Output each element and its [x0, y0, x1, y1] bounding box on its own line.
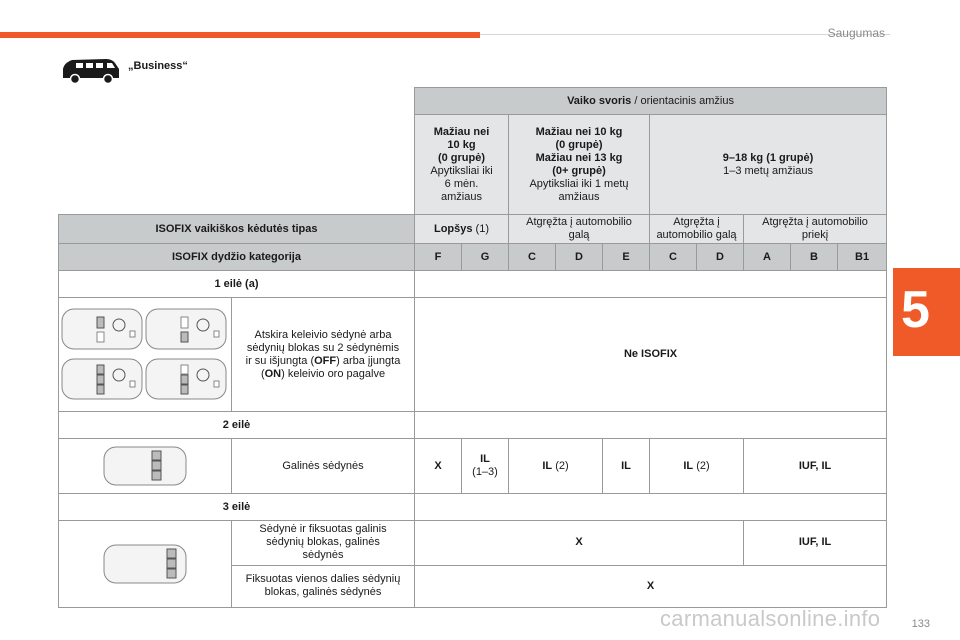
row1-seat-diagram: [59, 298, 232, 412]
size-cell: D: [556, 244, 603, 271]
row2-seat-diagram: [59, 439, 232, 494]
size-category-label: ISOFIX dydžio kategorija: [59, 244, 415, 271]
row2-content-row: [59, 439, 887, 494]
row3-description-2: Fiksuotas vienos dalies sėdynių blokas, galinės sėdynės: [232, 565, 415, 608]
front-seat-diagram-icon: [59, 299, 230, 411]
row3-value-1-forward: IUF, IL: [744, 521, 887, 566]
type-forward-facing: Atgręžta į automobilio priekį: [744, 215, 887, 244]
row1-description: Atskira keleivio sėdynė arba sėdynių blokas su 2 sėdynėmis ir su išjungta (OFF) arba įjungta (ON) keleivio oro pagalve: [232, 298, 415, 412]
third-row-seat-diagram-icon: [59, 521, 230, 607]
watermark: carmanualsonline.info: [660, 606, 881, 631]
van-icon: [60, 55, 122, 85]
row1-title-row: [59, 271, 887, 298]
row3-title-row: [59, 494, 887, 521]
size-cell: G: [462, 244, 509, 271]
weight-header: Vaiko svoris / orientacinis amžius: [415, 88, 887, 115]
row2-title-row: [59, 412, 887, 439]
type-rear-facing-1: Atgręžta į automobilio galą: [650, 215, 744, 244]
size-cell: A: [744, 244, 791, 271]
weight-groups-row: [59, 115, 887, 215]
rear-seat-diagram-icon: [59, 440, 230, 493]
type-rear-facing-0plus: Atgręžta į automobilio galą: [509, 215, 650, 244]
row2-value-e: IL: [603, 439, 650, 494]
row3-seat-diagram: [59, 521, 232, 608]
size-cell: E: [603, 244, 650, 271]
row2-value-cradle: X: [415, 439, 462, 494]
row2-value-group0plus: IL (2): [509, 439, 603, 494]
row3-description-1: Sėdynė ir fiksuotas galinis sėdynių blokas, galinės sėdynės: [232, 521, 415, 566]
size-cell: D: [697, 244, 744, 271]
section-title: Saugumas: [827, 26, 885, 40]
row2-value-g: IL (1–3): [462, 439, 509, 494]
size-category-row: [59, 244, 887, 271]
row2-title: 2 eilė: [59, 412, 415, 439]
chapter-number: 5: [901, 281, 930, 339]
row1-title: 1 eilė (a): [59, 271, 415, 298]
size-cell: F: [415, 244, 462, 271]
row3-value-1: X: [415, 521, 744, 566]
row3-content-row-1: [59, 521, 887, 566]
row2-value-rear-group1: IL (2): [650, 439, 744, 494]
row1-content-row: [59, 298, 887, 412]
size-cell: C: [650, 244, 697, 271]
isofix-type-row: [59, 215, 887, 244]
row2-value-forward: IUF, IL: [744, 439, 887, 494]
row1-value: Ne ISOFIX: [415, 298, 887, 412]
row3-value-2: X: [415, 565, 887, 608]
variant-label: „Business“: [128, 60, 188, 72]
row2-description: Galinės sėdynės: [232, 439, 415, 494]
page-number: 133: [911, 618, 930, 630]
size-cell: C: [509, 244, 556, 271]
row3-title: 3 eilė: [59, 494, 415, 521]
chapter-tab: [893, 268, 960, 356]
size-cell: B1: [838, 244, 887, 271]
isofix-table: [58, 87, 887, 608]
header-accent-bar: [0, 32, 480, 38]
weight-header-row: [59, 88, 887, 115]
type-cradle: Lopšys (1): [415, 215, 509, 244]
isofix-type-label: ISOFIX vaikiškos kėdutės tipas: [59, 215, 415, 244]
weight-group-1: 9–18 kg (1 grupė) 1–3 metų amžiaus: [650, 115, 887, 215]
size-cell: B: [791, 244, 838, 271]
weight-group-0: Mažiau nei 10 kg (0 grupė) Apytiksliai iki 6 mėn. amžiaus: [415, 115, 509, 215]
weight-group-0plus: Mažiau nei 10 kg (0 grupė) Mažiau nei 13 kg (0+ grupė) Apytiksliai iki 1 metų amžiaus: [509, 115, 650, 215]
